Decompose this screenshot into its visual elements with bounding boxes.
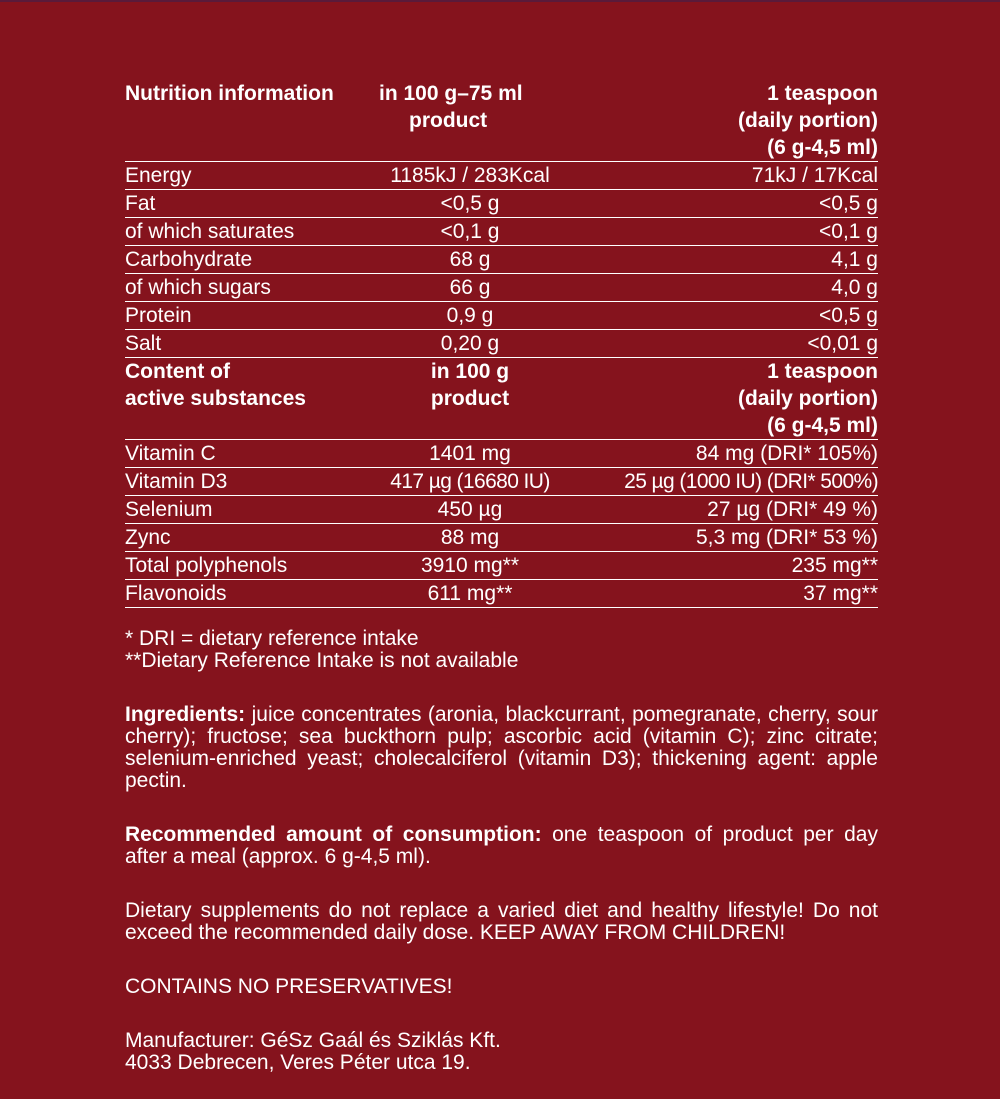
substance-per100: 88 mg (371, 524, 569, 552)
manufacturer-line1: Manufacturer: GéSz Gaál és Sziklás Kft. (125, 1029, 501, 1052)
substance-name: Vitamin D3 (125, 468, 371, 496)
dri-footnote: * DRI = dietary reference intake (125, 627, 419, 650)
table-row (125, 330, 878, 358)
table-row (125, 468, 878, 496)
nutrition-header-row (125, 80, 878, 162)
label-content (125, 80, 878, 1074)
nutrient-name: Salt (125, 330, 371, 358)
table-row (125, 162, 878, 190)
top-border (0, 0, 1000, 2)
table-row (125, 440, 878, 468)
manufacturer-line2: 4033 Debrecen, Veres Péter utca 19. (125, 1051, 471, 1074)
table-row (125, 246, 878, 274)
recommended-paragraph (125, 824, 878, 868)
nutrient-portion: <0,01 g (569, 330, 878, 358)
active-header-col2: in 100 g product (371, 358, 569, 440)
table-row (125, 302, 878, 330)
nutrient-per100: 0,20 g (371, 330, 569, 358)
nutrient-per100: <0,5 g (371, 190, 569, 218)
nutrition-table (125, 80, 878, 608)
nutrient-portion: 71kJ / 17Kcal (569, 162, 878, 190)
nutrient-name: Fat (125, 190, 371, 218)
substance-per100: 3910 mg** (371, 552, 569, 580)
table-row (125, 190, 878, 218)
nutrient-name: of which saturates (125, 218, 371, 246)
ingredients-text: juice concentrates (aronia, blackcurrant, pomegranate, cherry, sour cherry); fructose; sea buckthorn pulp; ascorbic acid (vitamin C); zinc citrate; selenium-enriched yeast; cholecalciferol (vitamin D3); thickening agent: apple pectin. (125, 703, 878, 792)
nutrient-portion: 4,1 g (569, 246, 878, 274)
nutrient-portion: <0,1 g (569, 218, 878, 246)
nutrient-name: Protein (125, 302, 371, 330)
substance-portion: 25 µg (1000 IU) (DRI* 500%) (569, 468, 878, 496)
substance-name: Zync (125, 524, 371, 552)
table-row (125, 580, 878, 608)
manufacturer-info (125, 1030, 878, 1074)
nutrient-per100: <0,1 g (371, 218, 569, 246)
substance-portion: 84 mg (DRI* 105%) (569, 440, 878, 468)
recommended-text: one teaspoon of product per day after a meal (approx. 6 g-4,5 ml). (125, 823, 878, 868)
nutrient-per100: 66 g (371, 274, 569, 302)
substance-per100: 417 µg (16680 IU) (371, 468, 569, 496)
nutrient-name: Energy (125, 162, 371, 190)
ingredients-paragraph (125, 704, 878, 792)
nutrient-portion: <0,5 g (569, 302, 878, 330)
nutrient-name: of which sugars (125, 274, 371, 302)
substance-per100: 611 mg** (371, 580, 569, 608)
table-row (125, 218, 878, 246)
warning-paragraph: Dietary supplements do not replace a varied diet and healthy lifestyle! Do not exceed the recommended daily dose. KEEP AWAY FROM CHILDREN! (125, 899, 878, 944)
nutrient-per100: 1185kJ / 283Kcal (371, 162, 569, 190)
table-row (125, 274, 878, 302)
table-row (125, 552, 878, 580)
ingredients-label: Ingredients: (125, 703, 246, 726)
nutrient-portion: 4,0 g (569, 274, 878, 302)
nutrient-portion: <0,5 g (569, 190, 878, 218)
nutrition-header-col2: in 100 g–75 ml product (379, 82, 523, 132)
nutrition-header-col1: Nutrition information (125, 82, 334, 105)
substance-portion: 5,3 mg (DRI* 53 %) (569, 524, 878, 552)
table-row (125, 496, 878, 524)
table-row (125, 524, 878, 552)
active-header-row (125, 358, 878, 440)
substance-name: Total polyphenols (125, 552, 371, 580)
substance-per100: 1401 mg (371, 440, 569, 468)
nutrition-header-col3: 1 teaspoon (daily portion) (6 g-4,5 ml) (738, 82, 878, 159)
substance-per100: 450 µg (371, 496, 569, 524)
substance-name: Flavonoids (125, 580, 371, 608)
nutrient-name: Carbohydrate (125, 246, 371, 274)
substance-portion: 27 µg (DRI* 49 %) (569, 496, 878, 524)
substance-name: Selenium (125, 496, 371, 524)
footnotes (125, 628, 878, 672)
substance-name: Vitamin C (125, 440, 371, 468)
substance-portion: 37 mg** (569, 580, 878, 608)
preservatives-notice: CONTAINS NO PRESERVATIVES! (125, 975, 453, 998)
dri-na-footnote: **Dietary Reference Intake is not available (125, 649, 519, 672)
nutrient-per100: 0,9 g (371, 302, 569, 330)
nutrient-per100: 68 g (371, 246, 569, 274)
recommended-label: Recommended amount of consumption: (125, 823, 542, 846)
active-header-col3: 1 teaspoon (daily portion) (6 g-4,5 ml) (569, 358, 878, 440)
active-header-col1: Content of active substances (125, 358, 371, 440)
substance-portion: 235 mg** (569, 552, 878, 580)
